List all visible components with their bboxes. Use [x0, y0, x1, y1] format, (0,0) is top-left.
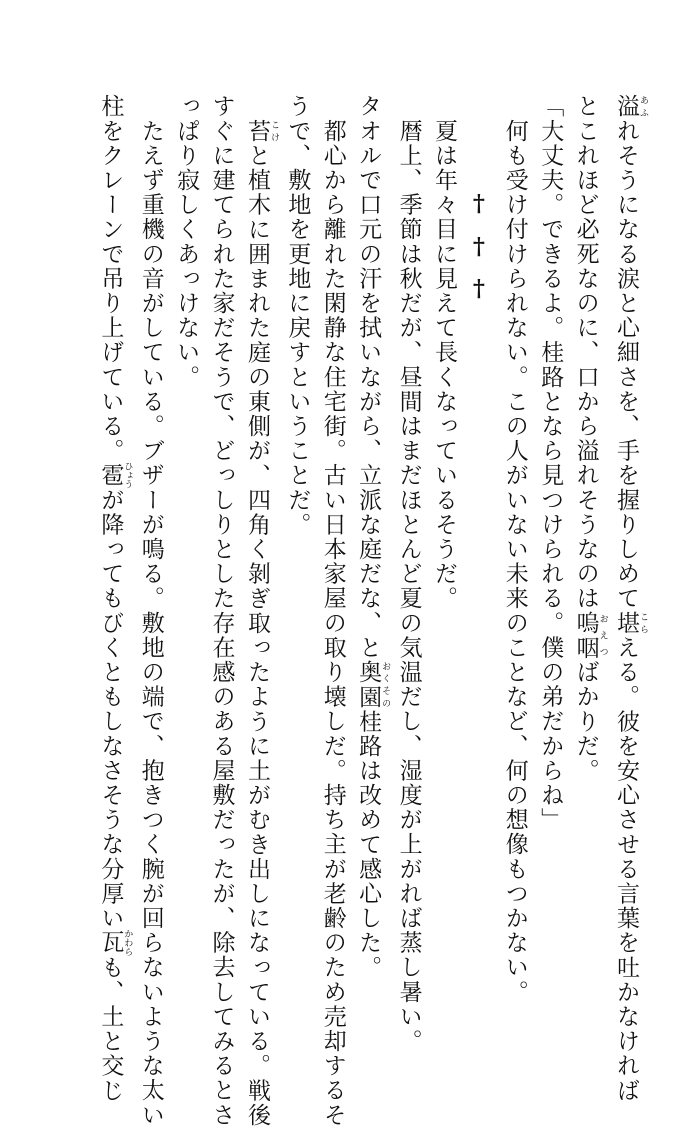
text-line: 暦上、季節は秋だが、昼間はまだほとんど夏の気温だし、湿度が上がれば蒸し暑い。 [395, 94, 422, 1054]
dialogue-line: 「大丈夫。できるよ。桂路となら見つけられる。僕の弟だからね」 [537, 94, 564, 832]
text-run: が降ってもびくともしなさそうな分厚い [97, 487, 124, 931]
text-run: 柱をクレーンで吊り上げている。 [97, 94, 124, 463]
ruby-word [97, 929, 133, 957]
text-run: える。彼を安心させる言葉を吐かなければ [613, 635, 639, 1103]
ruby-reading: かわら [122, 929, 133, 957]
text-line: うで、敷地を更地に戻すということだ。 [284, 94, 311, 537]
ruby-word [613, 610, 648, 636]
text-line: 夏は年々目に見えて長くなっているそうだ。 [430, 94, 457, 611]
ruby-reading: こら [638, 610, 648, 636]
ruby-base: 嗚咽 [572, 610, 599, 660]
text-run: とこれほど必死なのに、口から溢れそうなのは [572, 94, 599, 611]
text-run: 桂路は改めて感心した。 [355, 709, 382, 980]
text-line: 都心から離れた閑静な住宅街。古い日本家屋の取り壊しだ。持ち主が老齢のため売却するそ [319, 94, 346, 1127]
ruby-base: 苔 [243, 118, 270, 144]
text-line [608, 94, 648, 1103]
text-line: たえず重機の音がしている。ブザーが鳴る。敷地の端で、抱きつく腕が回らないような太い [137, 94, 164, 1127]
text-run: れそうになる涙と心細さを、手を握りしめて [613, 118, 639, 611]
vertical-text-body [92, 94, 648, 1127]
text-run: と植木に囲まれた庭の東側が、四角く剝ぎ取ったように土がむき出しになっている。戦後 [243, 143, 270, 1127]
section-separator [461, 94, 496, 974]
ruby-reading: おえつ [597, 610, 608, 660]
ruby-base: 堪 [613, 610, 639, 636]
ruby-base: 瓦 [97, 929, 124, 957]
ruby-word [572, 610, 608, 660]
ruby-word [613, 94, 648, 119]
ruby-reading: あふ [638, 94, 648, 119]
ruby-word [243, 118, 279, 144]
ruby-reading: ひょう [122, 461, 133, 489]
ruby-word [97, 461, 133, 489]
dagger-mark: † [465, 275, 493, 304]
ruby-base: 溢 [613, 94, 639, 119]
ruby-word [355, 659, 391, 710]
text-line [567, 94, 607, 974]
text-line: すぐに建てられた家だそうで、どっしりとした存在感のある屋敷だったが、除去してみるとさ [208, 94, 235, 1127]
text-line: っぱり寂しくあっけない。 [173, 94, 200, 390]
ruby-base: 奥園 [355, 659, 382, 710]
text-run: も、土と交じ [97, 955, 124, 1103]
ruby-reading: おくその [380, 659, 391, 709]
ruby-base: 雹 [97, 461, 124, 489]
text-run: タオルで口元の汗を拭いながら、立派な庭だな、と [355, 94, 382, 660]
ruby-reading: こけ [268, 118, 279, 144]
text-line [239, 94, 279, 1127]
text-line: 何も受け付けられない。この人がいない未来のことなど、何の想像もつかない。 [501, 94, 528, 1005]
text-line [350, 94, 391, 980]
dagger-mark: † [465, 190, 493, 219]
text-line [92, 94, 133, 1103]
text-run: ばかりだ。 [572, 659, 599, 783]
dagger-mark: † [465, 232, 493, 262]
